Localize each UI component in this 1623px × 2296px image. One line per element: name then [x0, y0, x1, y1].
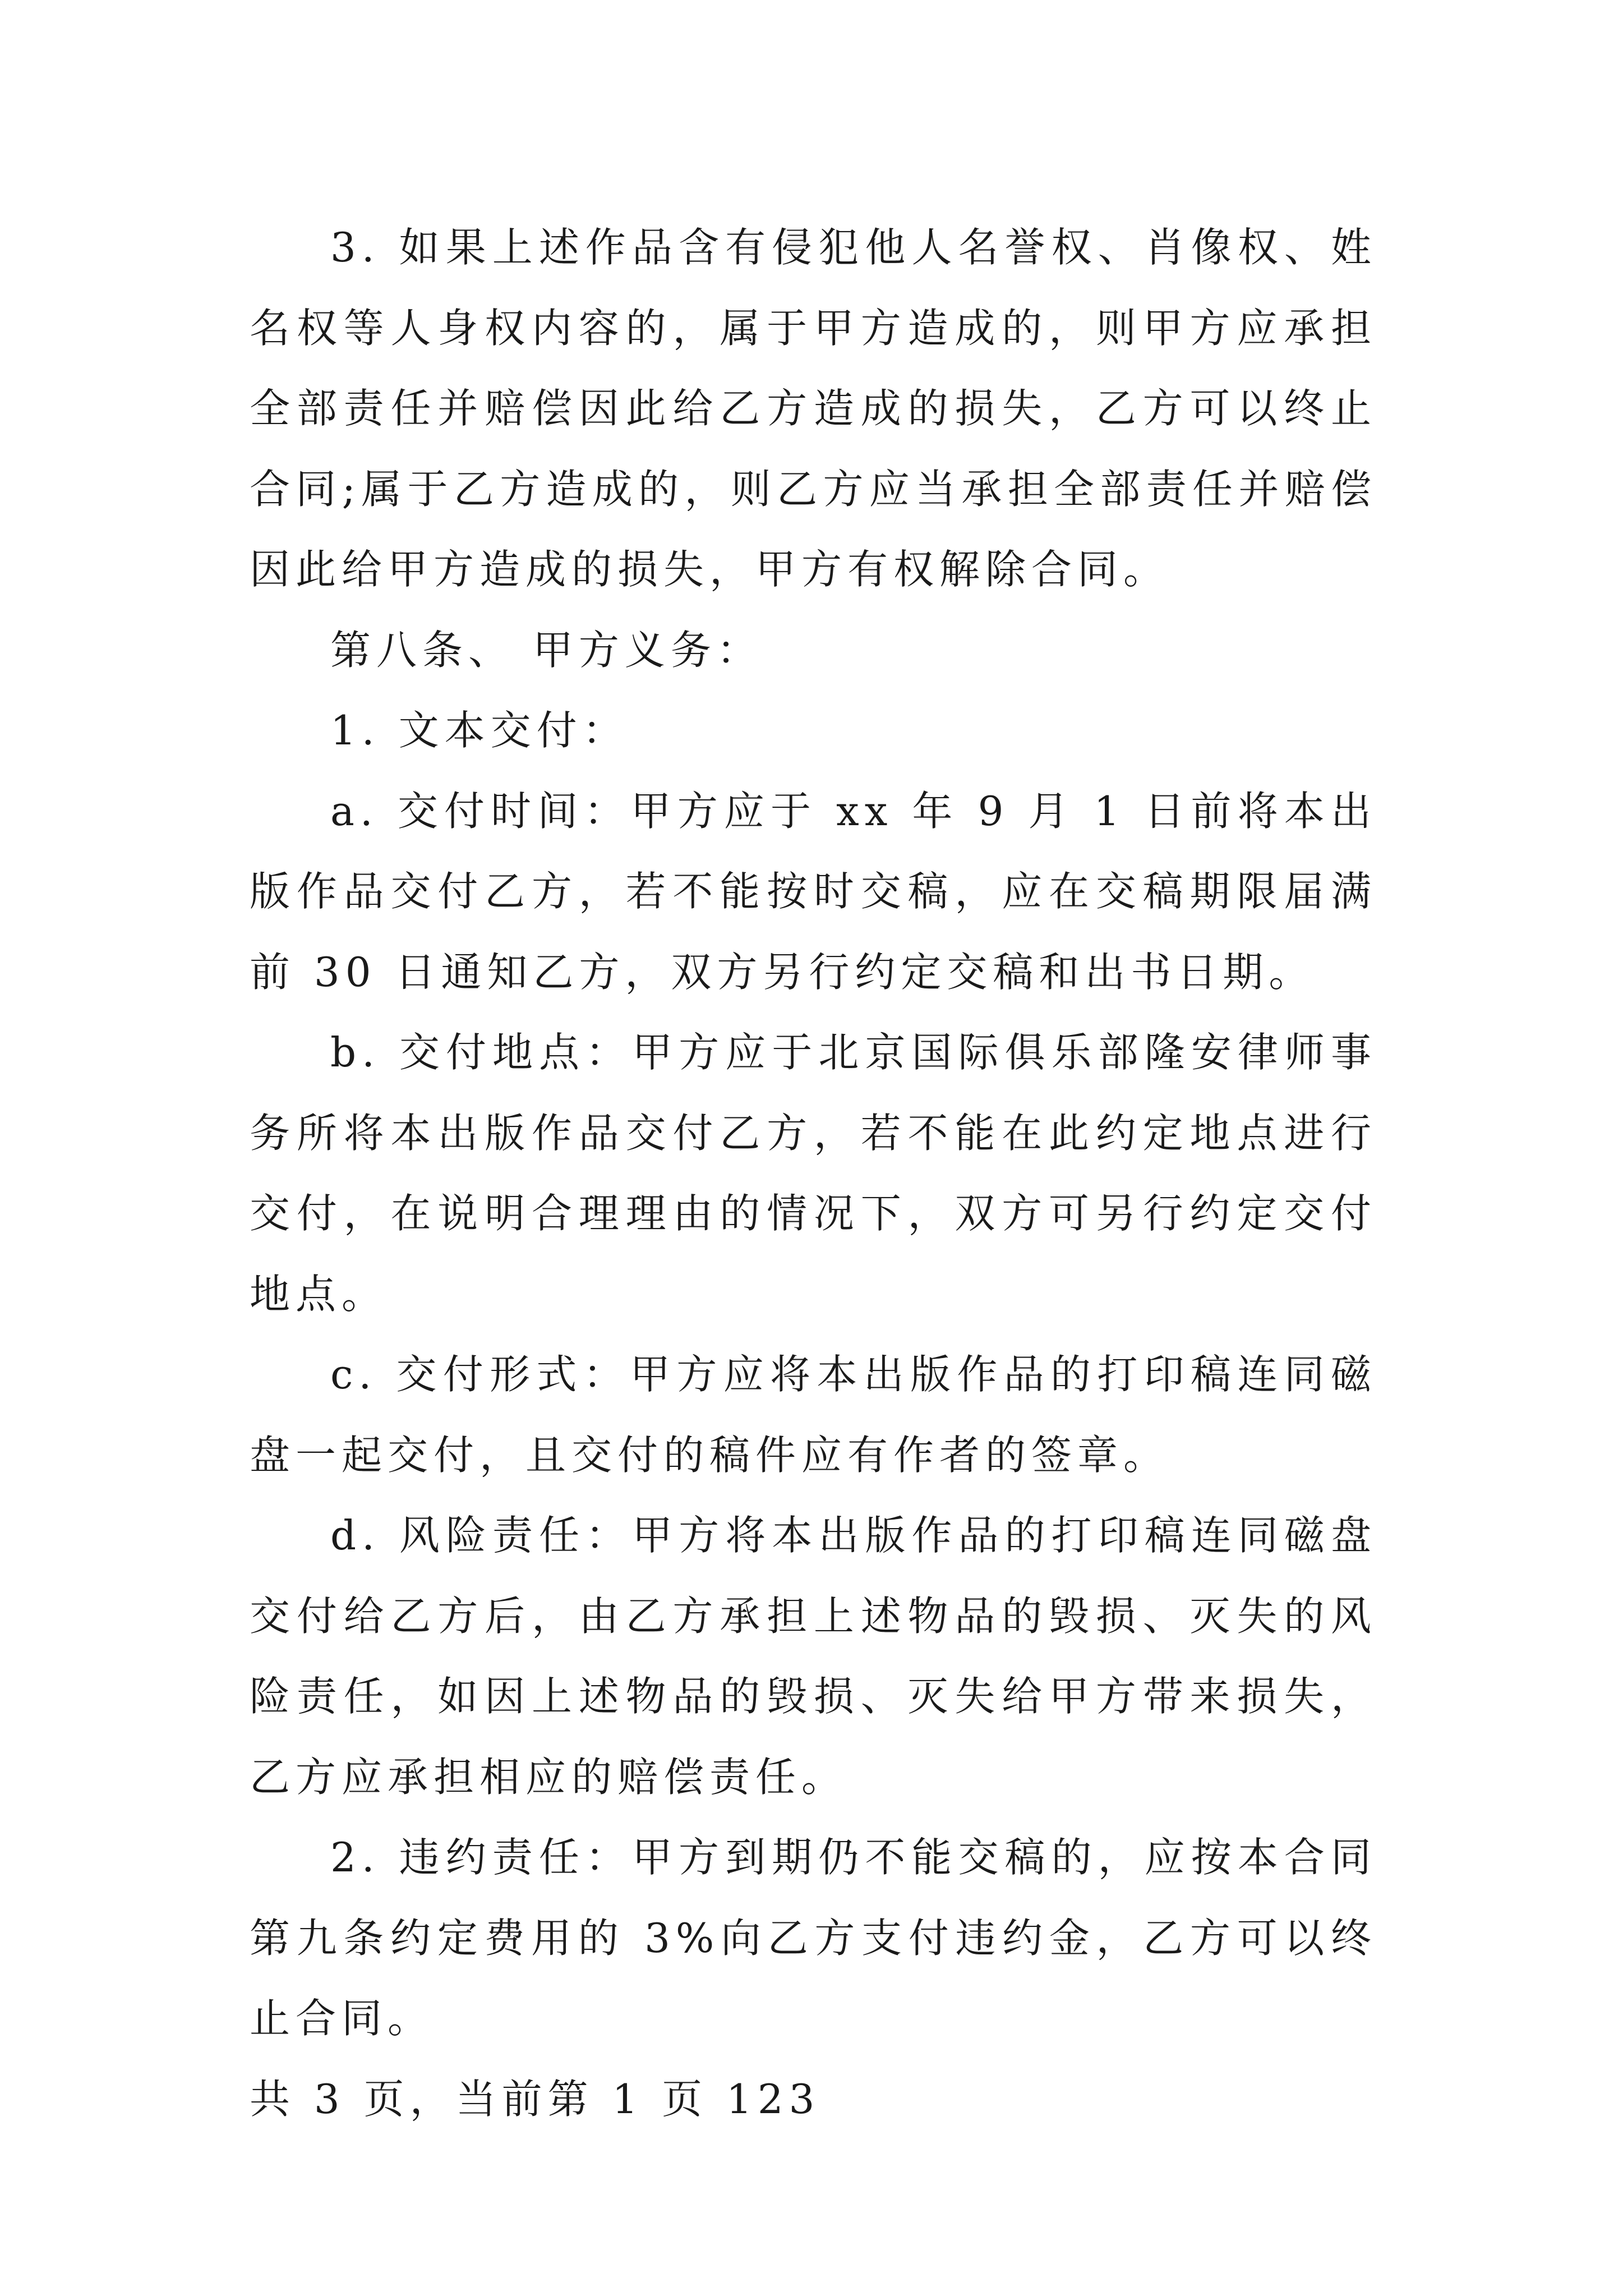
document-body — [250, 208, 1377, 2139]
paragraph-item-a-delivery-time: a. 交付时间：甲方应于 xx 年 9 月 1 日前将本出版作品交付乙方，若不能按时交稿，应在交稿期限届满前 30 日通知乙方，双方另行约定交稿和出书日期。 — [250, 787, 1377, 996]
page-counter: 共 3 页，当前第 1 页 123 — [250, 2075, 820, 2123]
paragraph-article-8-heading: 第八条、 甲方义务： — [330, 626, 763, 674]
paragraph-item-2-breach-liability: 2. 违约责任：甲方到期仍不能交稿的，应按本合同第九条约定费用的 3%向乙方支付违约金，乙方可以终止合同。 — [250, 1834, 1377, 2042]
paragraph-clause-3: 3. 如果上述作品含有侵犯他人名誉权、肖像权、姓名权等人身权内容的，属于甲方造成的，则甲方应承担全部责任并赔偿因此给乙方造成的损失，乙方可以终止合同;属于乙方造成的，则乙方应当承担全部责任并赔偿因此给甲方造成的损失，甲方有权解除合同。 — [250, 224, 1377, 593]
paragraph-item-b-delivery-place: b. 交付地点：甲方应于北京国际俱乐部隆安律师事务所将本出版作品交付乙方，若不能在此约定地点进行交付，在说明合理理由的情况下，双方可另行约定交付地点。 — [250, 1029, 1377, 1318]
paragraph-item-d-risk-liability: d. 风险责任：甲方将本出版作品的打印稿连同磁盘交付给乙方后，由乙方承担上述物品的毁损、灭失的风险责任，如因上述物品的毁损、灭失给甲方带来损失，乙方应承担相应的赔偿责任。 — [250, 1512, 1377, 1801]
paragraph-item-1-text-delivery: 1. 文本交付： — [330, 707, 629, 754]
paragraph-item-c-delivery-form: c. 交付形式：甲方应将本出版作品的打印稿连同磁盘一起交付，且交付的稿件应有作者的签章。 — [250, 1351, 1377, 1479]
